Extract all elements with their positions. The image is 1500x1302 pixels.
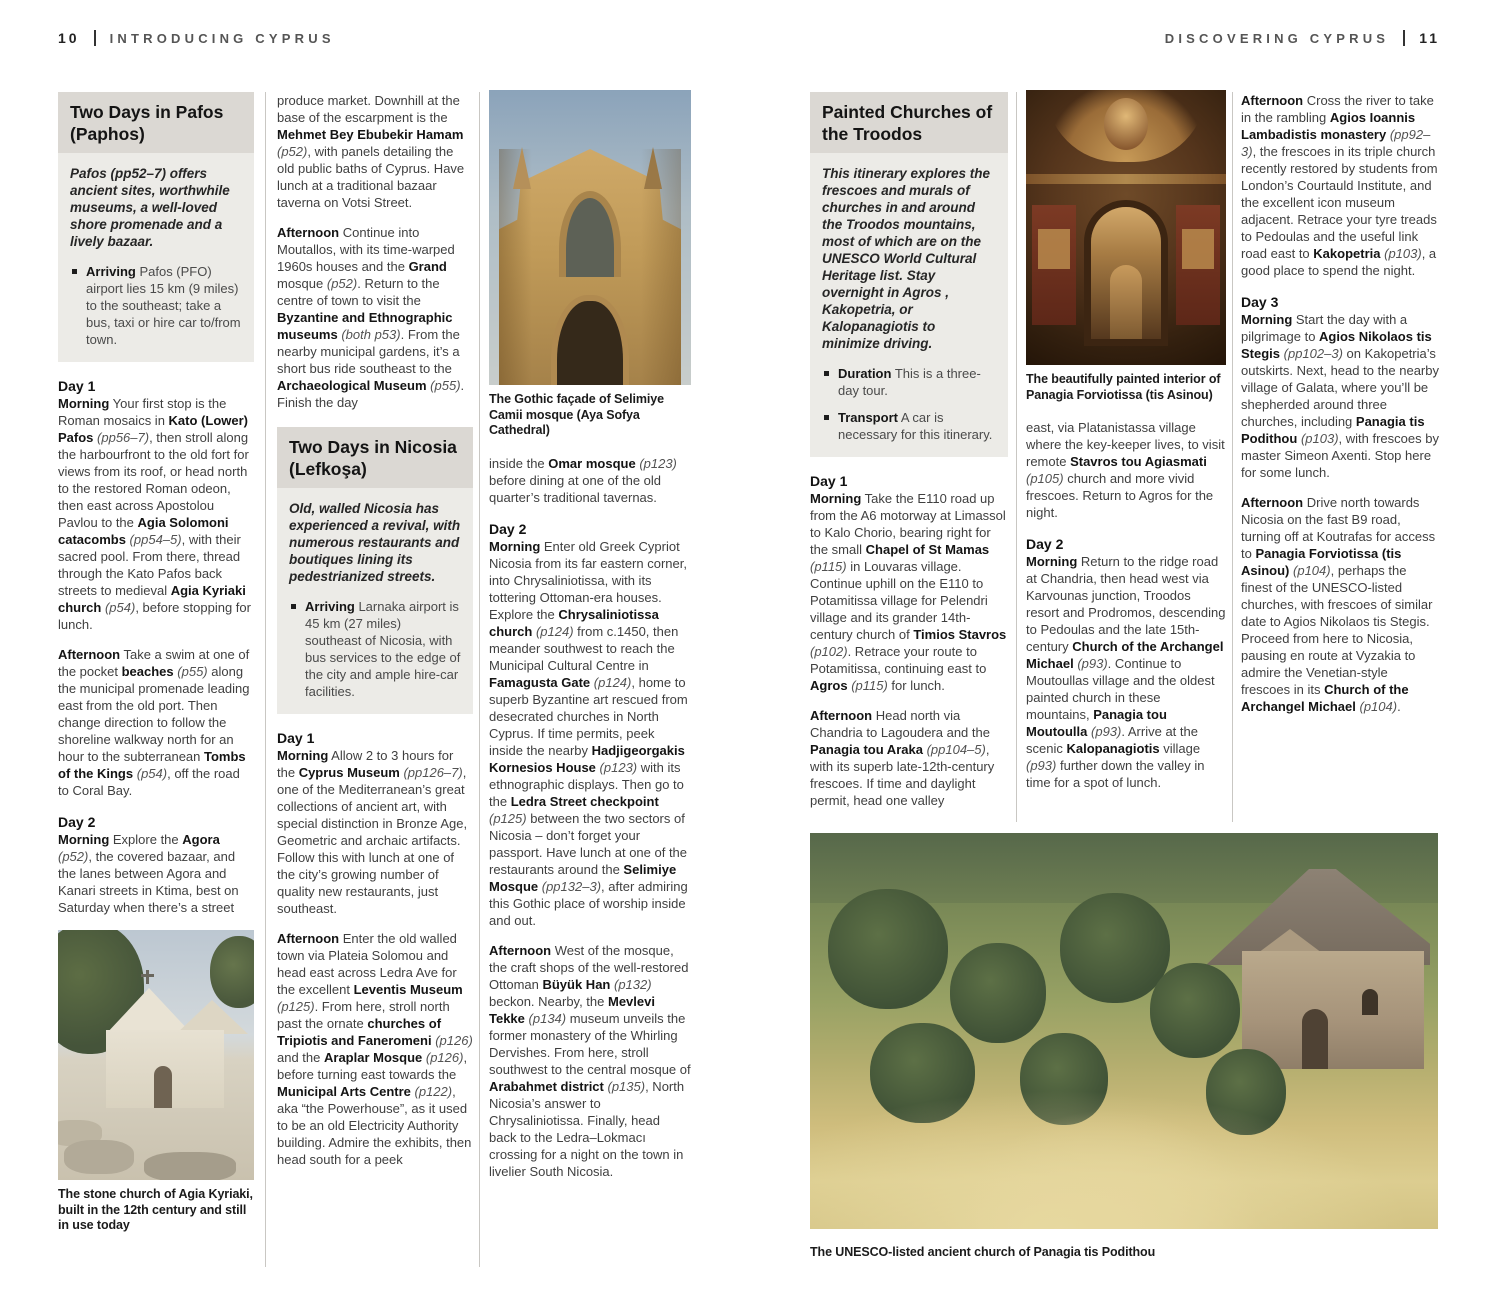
cathedral-pinnacle-shape (644, 147, 662, 189)
pafos-day1-morning: Morning Your first stop is the Roman mosaics in Kato (Lower) Pafos (pp56–7), then stroll along the harbourfront to the old fort for views from its roof, or head north to the restored Roman odeon, then east across Apostolou Pavlou to the Agia Solomoni catacombs (pp54–5), with their sacred pool. From there, thread through the Kato Pafos back streets to medieval Agia Kyriaki church (p54), before stopping for lunch. (58, 396, 251, 632)
itinerary-box-troodos-title: Painted Churches of the Troodos (810, 92, 1008, 153)
church-door-shape (154, 1066, 172, 1108)
page-number-left: 10 (58, 30, 80, 46)
fresco-band-shape (1026, 174, 1226, 184)
column-pafos-1 (58, 92, 254, 1234)
photo-panagia-forviotissa-interior (1026, 90, 1226, 365)
rock-shape (144, 1152, 236, 1180)
column-troodos-2 (1026, 90, 1226, 791)
pafos-day2-afternoon: Afternoon Continue into Moutallos, with its time-warped 1960s houses and the Grand mosque (p52). Return to the centre of town to visit the Byzantine and Ethnographic museums (both p53). From the nearby municipal gardens, it’s a short bus ride southeast to the Archaeological Museum (p55). Finish the day (277, 225, 465, 410)
nicosia-day2-afternoon: Afternoon West of the mosque, the craft shops of the well-restored Ottoman Büyük Han (p132) beckon. Nearby, the Mevlevi Tekke (p134) museum unveils the former monastery of the Whirling Dervishes. From here, stroll southwest to the central mosque of Arabahmet district (p135), North Nicosia’s answer to Chrysaliniotissa. Finally, head back to the Ledra–Lokmacı crossing for a night on the town in livelier South Nicosia. (489, 942, 691, 1179)
troodos-transport-text: Transport A car is necessary for this itinerary. (838, 410, 993, 442)
column-nicosia-3 (489, 90, 691, 1180)
header-divider-icon (1403, 30, 1405, 46)
olive-tree-shape (1060, 893, 1170, 1003)
column-rule (479, 92, 480, 1267)
itinerary-box-nicosia (277, 427, 473, 714)
caption-selimiye: The Gothic façade of Selimiye Camii mosque (Aya Sofya Cathedral) (489, 392, 664, 437)
tree-shape (210, 936, 254, 1008)
section-title-left: INTRODUCING CYPRUS (109, 30, 335, 46)
header-divider-icon (94, 30, 96, 46)
pafos-lead: Pafos (pp52–7) offers ancient sites, worthwhile museums, a well-loved shore promenade and a lively bazaar. (70, 166, 230, 249)
caption-podithou: The UNESCO-listed ancient church of Panagia tis Podithou (810, 1245, 1156, 1259)
icon-painting-shape (1038, 229, 1070, 269)
fresco-figure-shape (1104, 98, 1148, 150)
troodos-duration-text: Duration This is a three-day tour. (838, 366, 981, 398)
bullet-square-icon (72, 269, 77, 274)
olive-tree-shape (950, 943, 1046, 1043)
column-pafos-2 (277, 92, 473, 1168)
pafos-day1-afternoon: Afternoon Take a swim at one of the pocket beaches (p55) along the municipal promenade leading east from the old port. Then change direction to follow the shoreline walkway north for an hour to the subterranean Tombs of the Kings (p54), off the road to Coral Bay. (58, 647, 250, 798)
icon-painting-shape (1182, 229, 1214, 269)
pafos-arriving-bullet (70, 263, 242, 348)
nicosia-day1-heading: Day 1 (277, 730, 315, 746)
column-rule (1016, 92, 1017, 822)
rock-shape (64, 1140, 134, 1174)
pafos-day1-heading: Day 1 (58, 378, 96, 394)
troodos-day1-morning: Morning Take the E110 road up from the A6 motorway at Limassol to Kalo Chorio, bearing right for the small Chapel of St Mamas (p115) in Louvaras village. Continue uphill on the E110 to Potamitissa village for Pelendri village and its grander 14th-century church of Timios Stavros (p102). Retrace your route to Potamitissa, continuing east to Agros (p115) for lunch. (810, 491, 1007, 693)
running-header-right (1165, 30, 1440, 46)
nicosia-day1-afternoon: Afternoon Enter the old walled town via Plateia Solomou and head east across Ledra Ave for the excellent Leventis Museum (p125). From here, stroll north past the ornate churches of Tripiotis and Faneromeni (p126) and the Araplar Mosque (p126), before turning east towards the Municipal Arts Centre (p122), aka “the Powerhouse”, as it used to be an old Electricity Authority building. Admire the exhibits, then head south for a peek (277, 931, 473, 1167)
itinerary-box-troodos (810, 92, 1008, 457)
pafos-day2-heading: Day 2 (58, 814, 96, 830)
bullet-square-icon (824, 415, 829, 420)
nicosia-day2-heading: Day 2 (489, 520, 527, 537)
pafos-day2-continuation: produce market. Downhill at the base of the escarpment is the Mehmet Bey Ebubekir Hamam (p52), with panels detailing the old public baths of Cyprus. Have lunch at a traditional bazaar taverna on Votsi Street. (277, 93, 465, 210)
itinerary-box-pafos-body (58, 153, 254, 362)
church-wall-shape (1242, 951, 1424, 1069)
cathedral-pinnacle-shape (513, 147, 531, 189)
nicosia-day1-continuation: inside the Omar mosque (p123) before dining at one of the old quarter’s traditional tavernas. (489, 455, 677, 505)
grass-path-highlight (960, 1109, 1260, 1229)
caption-forviotissa: The beautifully painted interior of Panagia Forviotissa (tis Asinou) (1026, 372, 1221, 402)
pafos-day2-morning: Morning Explore the Agora (p52), the covered bazaar, and the lanes between Agora and Kanari streets in Ktima, best on Saturday when there’s a street (58, 832, 239, 915)
troodos-duration-bullet (822, 365, 996, 399)
photo-agia-kyriaki-church (58, 930, 254, 1180)
troodos-day2-heading: Day 2 (1026, 536, 1064, 552)
nicosia-arriving-bullet (289, 598, 461, 700)
church-window-shape (1362, 989, 1378, 1015)
column-rule (1232, 92, 1233, 822)
page-number-right: 11 (1419, 30, 1440, 46)
troodos-day3-afternoon: Afternoon Drive north towards Nicosia on the fast B9 road, turning off at Koutrafas for access to Panagia Forviotissa (tis Asinou) (p104), perhaps the finest of the UNESCO-listed churches, with frescoes of similar date to Agios Nikolaos tis Stegis. Proceed from here to Nicosia, pausing en route at Vyzakia to admire the Venetian-style frescoes in its Church of the Archangel Michael (p104). (1241, 495, 1436, 714)
nicosia-arriving-text: Arriving Larnaka airport is 45 km (27 miles) southeast of Nicosia, with bus services to the edge of the city and ample hire-car facilities. (305, 599, 461, 699)
itinerary-box-nicosia-title: Two Days in Nicosia (Lefkoşa) (277, 427, 473, 488)
troodos-day2-morning: Morning Return to the ridge road at Chandria, then head west via Karvounas junction, Troodos resort and Prodromos, descending to Pedoulas and the late 15th-century Church of the Archangel Michael (p93). Continue to Moutoullas village and the oldest painted church in these mountains, Panagia tou Moutoulla (p93). Arrive at the scenic Kalopanagiotis village (p93) further down the valley in time for a spot of lunch. (1026, 554, 1226, 790)
itinerary-box-troodos-body (810, 153, 1008, 457)
itinerary-box-pafos (58, 92, 254, 362)
troodos-day3-morning: Morning Start the day with a pilgrimage to Agios Nikolaos tis Stegis (pp102–3) on Kakopetria’s outskirts. Next, head to the nearby village of Galata, where you’ll be shepherded around three churches, including Panagia tis Podithou (p103), with frescoes by master Simeon Axenti. Stop here for some lunch. (1241, 312, 1439, 480)
column-troodos-1 (810, 92, 1008, 809)
olive-tree-shape (1150, 963, 1240, 1058)
cross-icon (141, 974, 154, 977)
interior-doorway-shape (1110, 265, 1142, 339)
caption-agia-kyriaki: The stone church of Agia Kyriaki, built in the 12th century and still in use today (58, 1187, 253, 1232)
troodos-transport-bullet (822, 409, 996, 443)
troodos-day1-heading: Day 1 (810, 473, 848, 489)
nicosia-day1-morning: Morning Allow 2 to 3 hours for the Cyprus Museum (pp126–7), one of the Mediterranean’s great collections of ancient art, with special distinction in Bronze Age, Geometric and archaic artifacts. Follow this with lunch at one of the city’s growing number of quality new restaurants, just southeast. (277, 748, 468, 916)
nicosia-day2-morning: Morning Enter old Greek Cypriot Nicosia from its far eastern corner, into Chrysaliniotissa, with its tottering Ottoman-era houses. Explore the Chrysaliniotissa church (p124) from c.1450, then meander southwest to reach the Municipal Cultural Centre in Famagusta Gate (p124), home to superb Byzantine art rescued from desecrated churches in North Cyprus. If time permits, peek inside the nearby Hadjigeorgakis Kornesios House (p123) with its ethnographic displays. Then go to the Ledra Street checkpoint (p125) between the two sectors of Nicosia – don’t forget your passport. Have lunch at one of the restaurants around the Selimiye Mosque (pp132–3), after admiring this Gothic place of worship inside and out. (489, 538, 688, 928)
troodos-day2-afternoon: Afternoon Cross the river to take in the rambling Agios Ioannis Lambadistis monastery (pp92–3), the frescoes in its triple church recently restored by students from London’s Courtauld Institute, and the excellent icon museum adjacent. Retrace your tyre treads to Pedoulas and the useful link road east to Kakopetria (p103), a good place to spend the night. (1241, 93, 1438, 278)
itinerary-box-nicosia-body (277, 488, 473, 714)
section-title-right: DISCOVERING CYPRUS (1164, 30, 1390, 46)
troodos-day1-continuation: east, via Platanistassa village where the key-keeper lives, to visit remote Stavros tou Agiasmati (p105) church and more vivid frescoes. Return to Agros for the night. (1026, 420, 1225, 520)
nicosia-lead: Old, walled Nicosia has experienced a revival, with numerous restaurants and boutiques lining its pedestrianized streets. (289, 501, 461, 584)
church-door-shape (1302, 1009, 1328, 1069)
photo-selimiye-mosque (489, 90, 691, 385)
itinerary-box-pafos-title: Two Days in Pafos (Paphos) (58, 92, 254, 153)
photo-panagia-tis-podithou (810, 833, 1438, 1229)
troodos-lead: This itinerary explores the frescoes and murals of churches in and around the Troodos mountains, most of which are on the UNESCO World Cultural Heritage list. Stay overnight in Agros , Kakopetria, or Kalopanagiotis to minimize driving. (822, 166, 991, 351)
troodos-day1-afternoon: Afternoon Head north via Chandria to Lagoudera and the Panagia tou Araka (pp104–5), with its superb late-12th-century frescoes. If time and daylight permit, head one valley (810, 708, 995, 808)
column-rule (265, 92, 266, 1267)
bullet-square-icon (291, 604, 296, 609)
olive-tree-shape (828, 889, 948, 1009)
bullet-square-icon (824, 371, 829, 376)
column-troodos-3 (1241, 92, 1439, 715)
pafos-arriving-text: Arriving Pafos (PFO) airport lies 15 km (9 miles) to the southeast; take a bus, taxi or hire car to/from town. (86, 264, 241, 347)
running-header-left (58, 30, 335, 46)
cross-icon (146, 970, 149, 984)
troodos-day3-heading: Day 3 (1241, 294, 1279, 310)
